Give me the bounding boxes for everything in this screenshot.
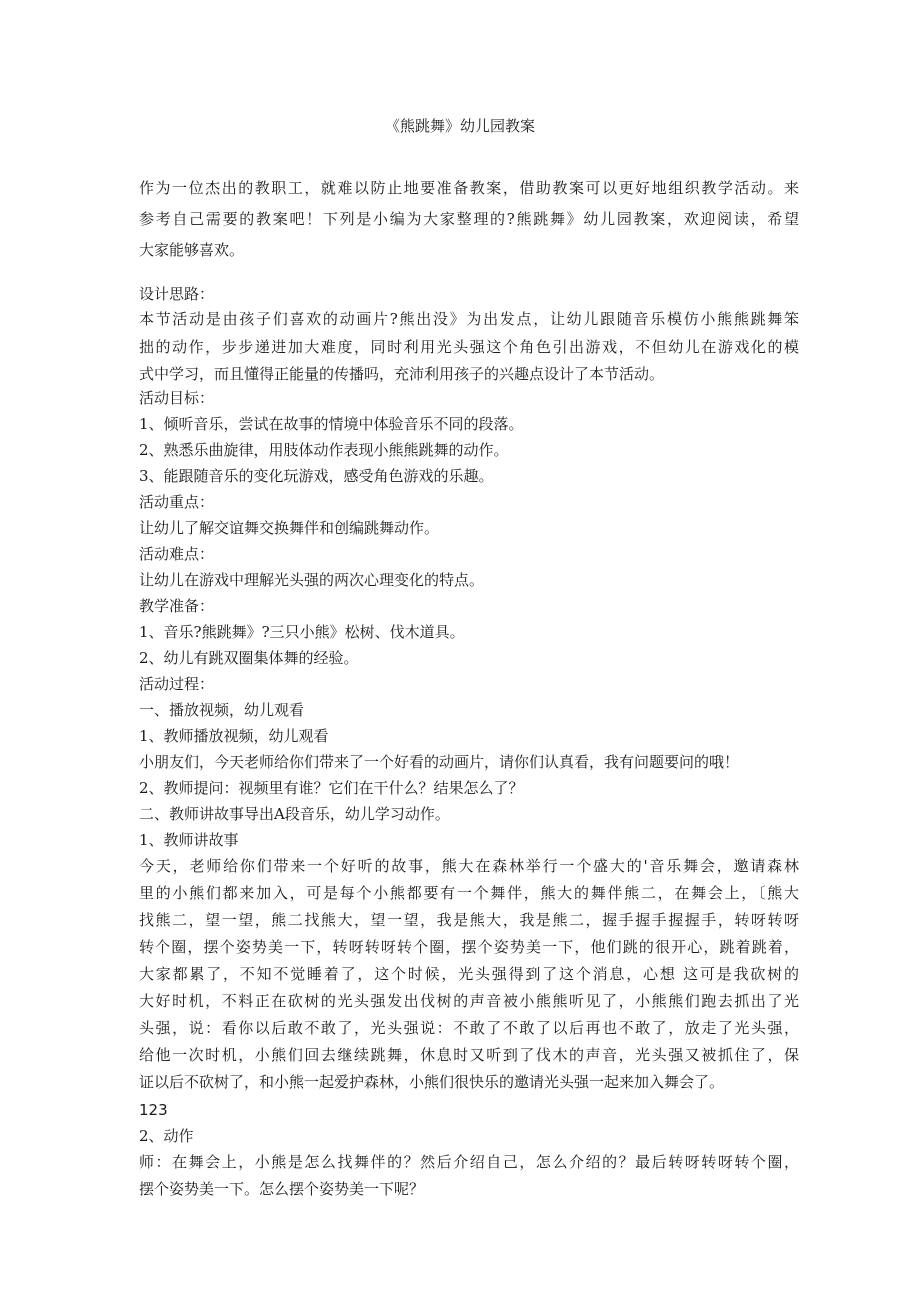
action-line-2: 摆个姿势美一下。怎么摆个姿势美一下呢？: [139, 1180, 425, 1198]
action-line-1: 师：在舞会上，小熊是怎么找舞伴的？然后介绍自己，怎么介绍的？最后转呀转呀转个圈，: [139, 1153, 799, 1171]
goal-item-1: 1、倾听音乐，尝试在故事的情境中体验音乐不同的段落。: [139, 415, 524, 433]
story-line-6: 大好时机，不料正在砍树的光头强发出伐树的声音被小熊熊听见了，小熊熊们跑去抓出了光: [139, 992, 799, 1010]
section-heading-goals: 活动目标：: [139, 389, 215, 407]
goal-item-2: 2、熟悉乐曲旋律，用肢体动作表现小熊熊跳舞的动作。: [139, 441, 509, 459]
intro-line-2: 参考自己需要的教案吧！下列是小编为大家整理的?熊跳舞》幼儿园教案，欢迎阅读，希望: [139, 210, 799, 228]
story-line-3: 找熊二，望一望，熊二找熊大，望一望，我是熊大，我是熊二，握手握手握握手，转呀转呀: [139, 911, 799, 929]
section-heading-process: 活动过程：: [139, 675, 215, 693]
process-substep-1-1: 1、教师播放视频，幼儿观看: [139, 727, 329, 745]
document-title: 《熊跳舞》幼儿园教案: [384, 117, 535, 135]
preparation-item-1: 1、音乐?熊跳舞》?三只小熊》松树、伐木道具。: [139, 623, 465, 641]
process-text-1: 小朋友们，今天老师给你们带来了一个好看的动画片，请你们认真看，我有问题要问的哦！: [139, 753, 740, 771]
preparation-item-2: 2、幼儿有跳双圈集体舞的经验。: [139, 649, 359, 667]
story-line-8: 给他一次时机，小熊们回去继续跳舞，休息时又听到了伐木的声音，光头强又被抓住了，保: [139, 1046, 799, 1064]
intro-line-1: 作为一位杰出的教职工，就难以防止地要准备教案，借助教案可以更好地组织教学活动。来: [139, 179, 799, 197]
section-heading-key-points: 活动重点：: [139, 493, 215, 511]
story-line-9: 证以后不砍树了，和小熊一起爱护森林，小熊们很快乐的邀请光头强一起来加入舞会了。: [139, 1073, 725, 1091]
design-line-1: 本节活动是由孩子们喜欢的动画片?熊出没》为出发点，让幼儿跟随音乐模仿小熊熊跳舞笨: [139, 310, 799, 328]
story-line-7: 头强，说：看你以后敢不敢了，光头强说：不敢了不敢了以后再也不敢了，放走了光头强，: [139, 1019, 799, 1037]
process-step-2: 二、教师讲故事导出A段音乐，幼儿学习动作。: [139, 805, 450, 823]
process-substep-2-1: 1、教师讲故事: [139, 831, 239, 849]
story-line-5: 大家都累了，不知不觉睡着了，这个时候，光头强得到了这个消息，心想 这可是我砍树的: [139, 965, 799, 983]
difficulty-text: 让幼儿在游戏中理解光头强的两次心理变化的特点。: [139, 571, 485, 589]
process-substep-1-2: 2、教师提问：视频里有谁？它们在干什么？结果怎么了？: [139, 779, 524, 797]
design-line-2: 拙的动作，步步递进加大难度，同时利用光头强这个角色引出游戏，不但幼儿在游戏化的模: [139, 338, 799, 356]
goal-item-3: 3、能跟随音乐的变化玩游戏，感受角色游戏的乐趣。: [139, 467, 494, 485]
key-point-text: 让幼儿了解交谊舞交换舞伴和创编跳舞动作。: [139, 519, 440, 537]
process-substep-2-2: 2、动作: [139, 1127, 194, 1145]
page-number-text: 123: [139, 1101, 168, 1119]
section-heading-design: 设计思路：: [139, 285, 215, 303]
intro-line-3: 大家能够喜欢。: [139, 241, 245, 259]
section-heading-preparation: 教学准备：: [139, 597, 215, 615]
story-line-4: 转个圈，摆个姿势美一下，转呀转呀转个圈，摆个姿势美一下，他们跳的很开心，跳着跳着，: [139, 938, 799, 956]
design-line-3: 式中学习，而且懂得正能量的传播吗，充沛利用孩子的兴趣点设计了本节活动。: [139, 365, 665, 383]
process-step-1: 一、播放视频，幼儿观看: [139, 701, 305, 719]
section-heading-difficulties: 活动难点：: [139, 545, 215, 563]
story-line-2: 里的小熊们都来加入，可是每个小熊都要有一个舞伴，熊大的舞伴熊二，在舞会上，〔熊大: [139, 884, 799, 902]
story-line-1: 今天，老师给你们带来一个好听的故事，熊大在森林举行一个盛大的'音乐舞会，邀请森林: [139, 857, 799, 875]
